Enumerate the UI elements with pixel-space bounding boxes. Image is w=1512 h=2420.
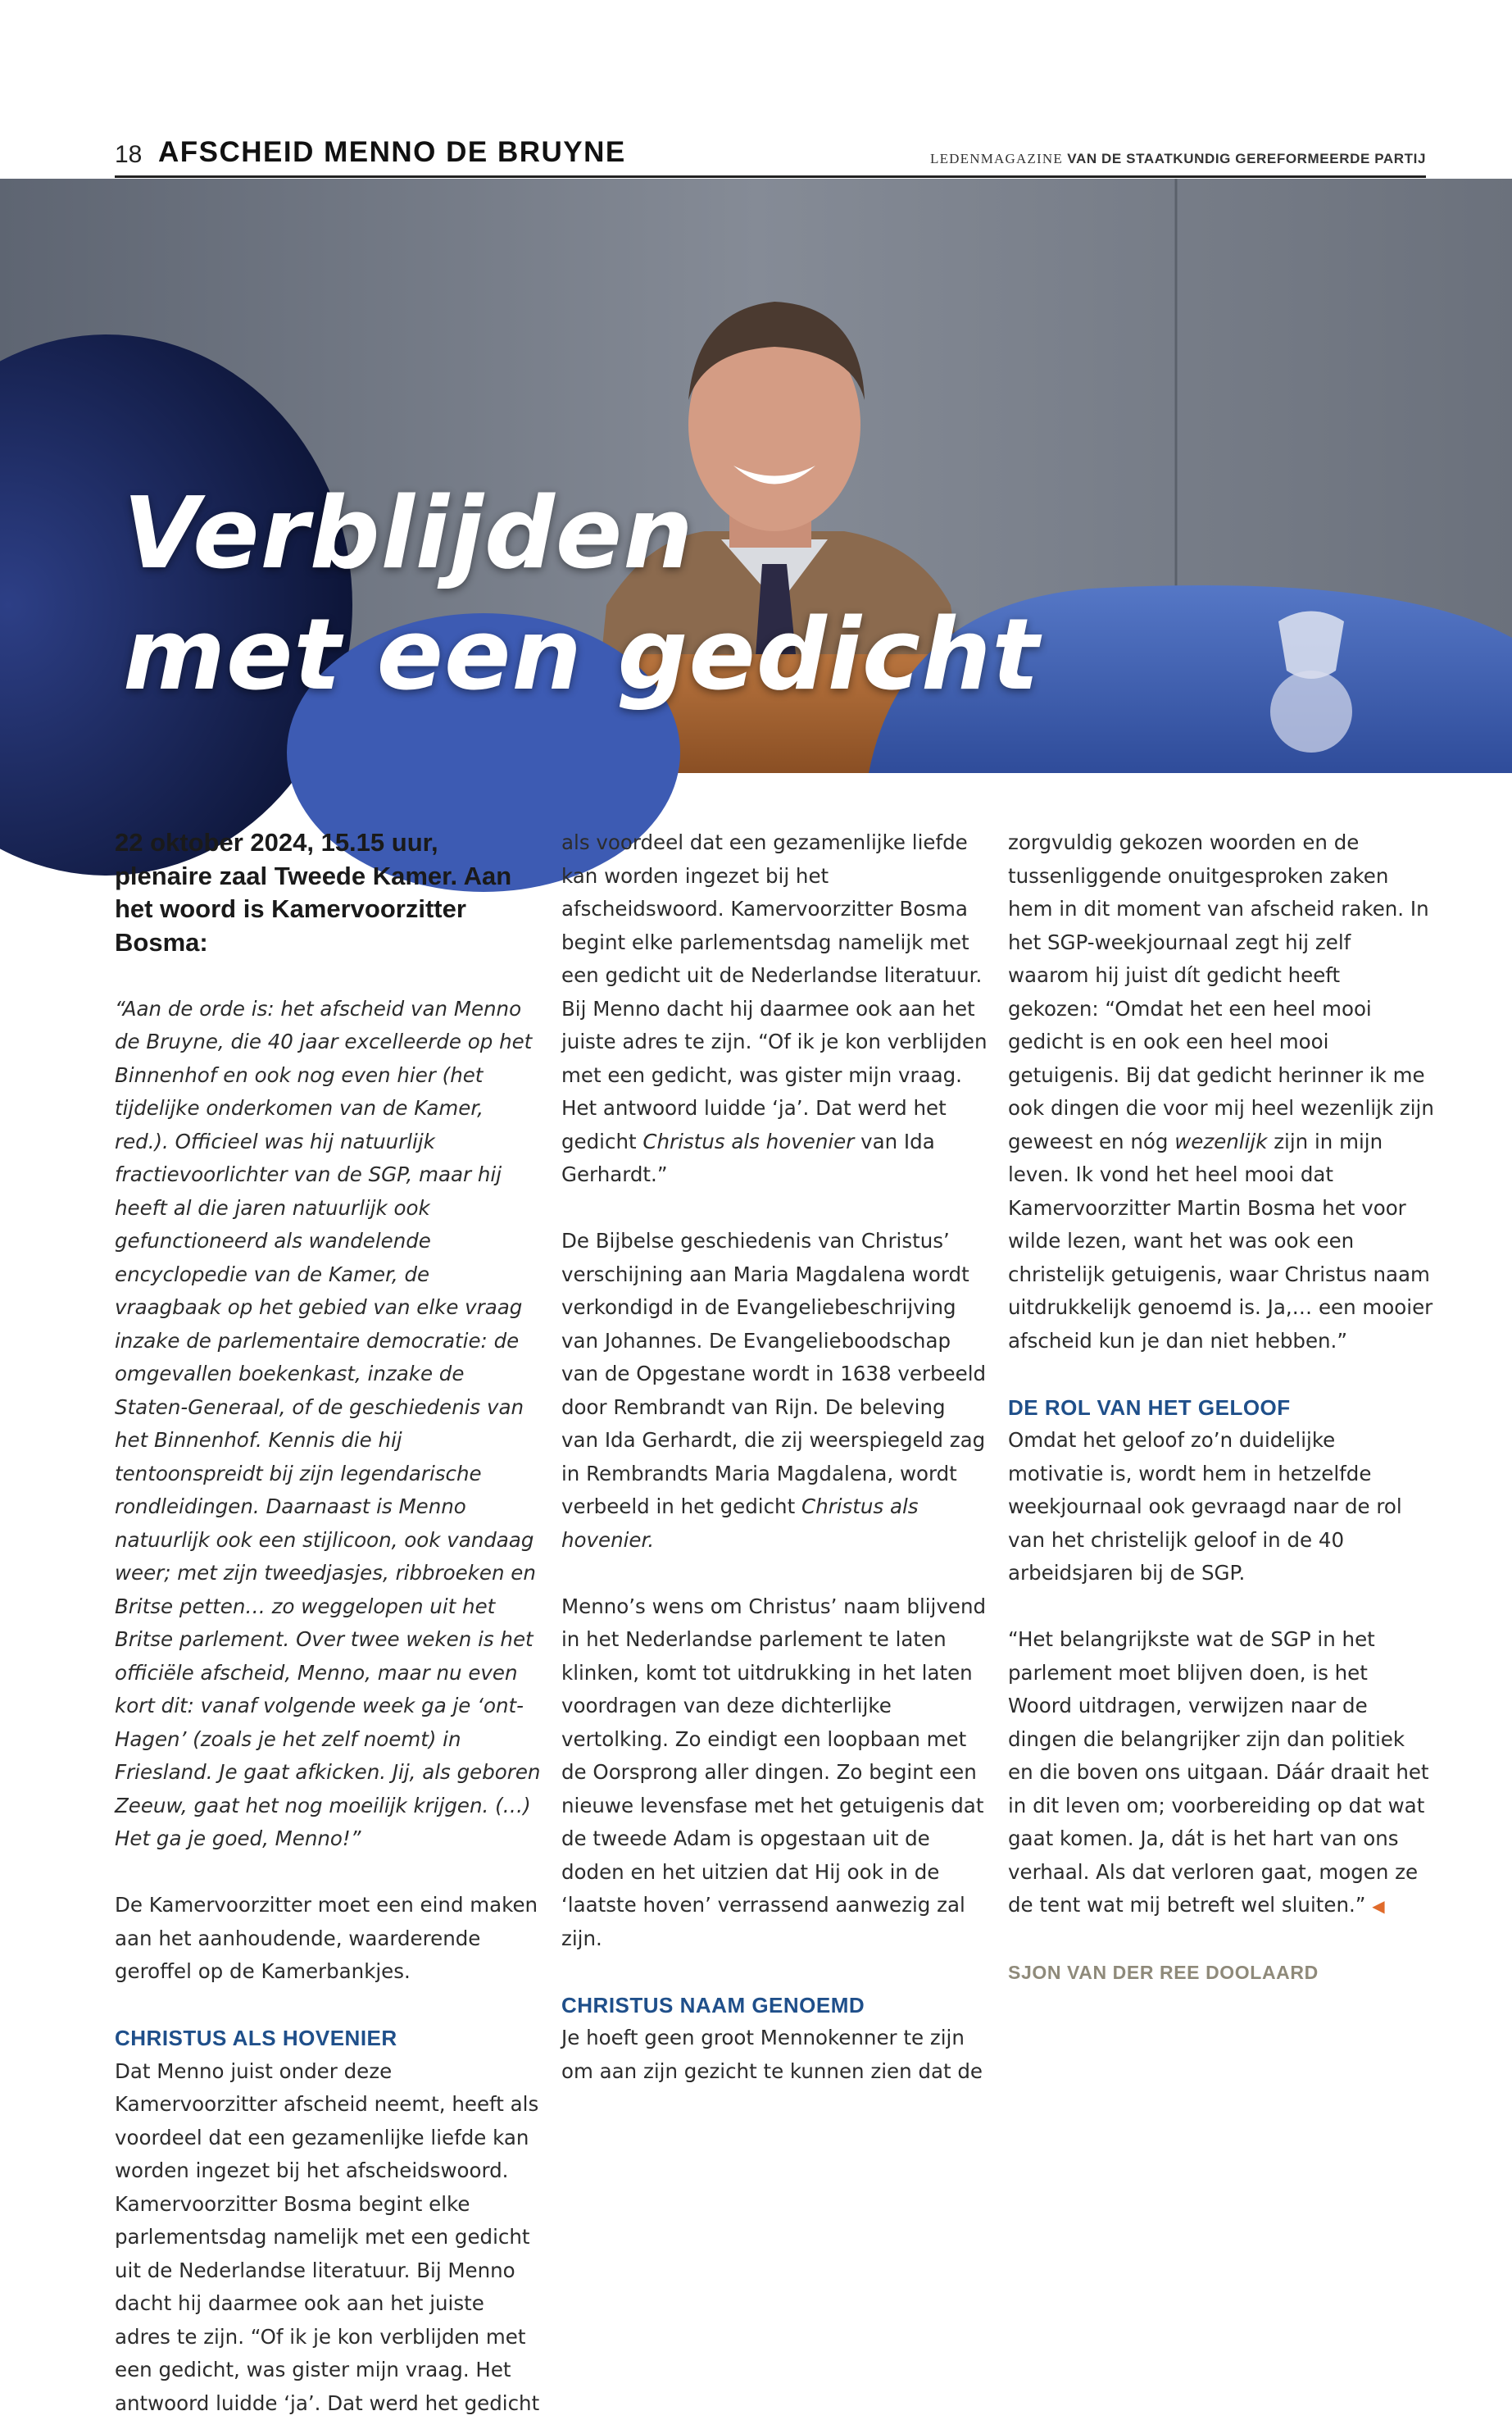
article-paragraph: Menno’s wens om Christus’ naam blijvend in het Nederlandse parlement te laten klinken, komt tot uitdrukking in het laten voordragen van deze dichterlijke vertolking. Zo eindigt een loopbaan met de Oorsprong aller dingen. Zo begint een nieuwe levensfase met het getuigenis dat de tweede Adam is opgestaan uit de doden en het uitzien dat Hij ook in de ‘laatste hoven’ verrassend aanwezig zal zijn.	[561, 1594, 987, 1950]
author-byline: SJON VAN DER REE DOOLAARD	[1008, 1962, 1319, 1983]
page-number: 18	[115, 141, 143, 168]
emphasis: wezenlijk	[1174, 1129, 1268, 1153]
article-paragraph: De Kamervoorzitter moet een eind maken aan het aanhoudende, waarderende geroffel op de Kamerbankjes.	[115, 1893, 538, 1983]
paragraph-text: De Bijbelse geschiedenis van Christus’ verschijning aan Maria Magdalena wordt verkondigd in de Evangeliebeschrijving van Johannes. De Evangelieboodschap van de Opgestane wordt in 1638 verbeeld door Rembrandt van Rijn. De beleving van Ida Gerhardt, die zij weerspiegeld zag in Rembrandts Maria Magdalena, wordt verbeeld in het gedicht	[561, 1229, 987, 1518]
end-of-article-icon: ◀	[1372, 1896, 1385, 1916]
article-paragraph: Dat Menno juist onder deze Kamervoorzitter afscheid neemt, heeft als voordeel dat een gezamenlijke liefde kan worden ingezet bij het afscheidswoord. Kamervoorzitter Bosma begint elke parlementsdag namelijk met een gedicht uit de Nederlandse literatuur. Bij Menno dacht hij daarmee ook aan het juiste adres te zijn. “Of ik je kon verblijden met een gedicht, was gister mijn vraag. Het antwoord luidde ‘ja’. Dat werd het gedicht	[115, 2058, 540, 2415]
article-paragraph: als voordeel dat een gezamenlijke liefde kan worden ingezet bij het afscheidswoord. Kamervoorzitter Bosma begint elke parlementsdag namelijk met een gedicht uit de Nederlandse literatuur. Bij Menno dacht hij daarmee ook aan het juiste adres te zijn. “Of ik je kon verblijden met een gedicht, was gister mijn vraag. Het antwoord luidde ‘ja’. Dat werd het gedicht Christus als hovenier van Ida Gerhardt.”	[561, 830, 988, 1186]
paragraph-text: van Ida Gerhardt.”	[561, 1129, 935, 1186]
poem-title: Christus als hovenier.	[561, 1494, 919, 1552]
article-lead: 22 oktober 2024, 15.15 uur, plenaire zaal Tweede Kamer. Aan het woord is Kamervoorzitter Bosma:	[115, 828, 512, 957]
subheading-christus-als-hovenier: CHRISTUS ALS HOVENIER	[115, 2026, 397, 2050]
article-title-line-1: Verblijden	[123, 477, 694, 591]
magazine-name-light: LEDENMAGAZINE	[929, 151, 1063, 166]
subheading-christus-naam-genoemd: CHRISTUS NAAM GENOEMD	[561, 1992, 865, 2017]
paragraph-text: zijn in mijn leven. Ik vond het heel mooi dat Kamervoorzitter Martin Bosma het voor wilde lezen, want het was ook een christelijk getuigenis, waar Christus naam uitdrukkelijk genoemd is. Ja,… een mooier afscheid kun je dan niet hebben.”	[1008, 1129, 1433, 1353]
magazine-name-bold: VAN DE STAATKUNDIG GEREFORMEERDE PARTIJ	[1067, 151, 1426, 166]
subheading-de-rol-van-het-geloof: DE ROL VAN HET GELOOF	[1008, 1394, 1291, 1420]
article-paragraph	[1008, 1623, 1434, 1923]
article-paragraph: Omdat het geloof zo’n duidelijke motivatie is, wordt hem in hetzelfde weekjournaal ook gevraagd naar de rol van het christelijk geloof in de 40 arbeidsjaren bij de SGP.	[1008, 1428, 1402, 1585]
article-paragraph: Je hoeft geen groot Mennokenner te zijn om aan zijn gezicht te kunnen zien dat de	[561, 2026, 983, 2083]
hero-photo	[0, 179, 1512, 773]
paragraph-text: “Het belangrijkste wat de SGP in het parlement moet blijven doen, is het Woord uitdragen, verwijzen naar de dingen die belangrijker zijn dan politiek en die boven ons uitgaan. Dáár draait het in dit leven om; voorbereiding op dat wat gaat komen. Ja, dát is het hart van ons verhaal. Als dat verloren gaat, mogen ze de tent wat mij betreft wel sluiten.”	[1008, 1627, 1429, 1917]
magazine-name	[930, 151, 1426, 167]
poem-title: Christus als hovenier	[642, 1129, 855, 1153]
article-column-3	[1008, 826, 1434, 1990]
header-divider	[115, 175, 1426, 178]
article-paragraph	[561, 1225, 988, 1557]
article-column-1	[115, 826, 541, 2415]
page-header	[115, 136, 1426, 177]
article-title-line-2: met een gedicht	[123, 598, 1040, 712]
article-column-2	[561, 826, 988, 2088]
article-paragraph: zorgvuldig gekozen woorden en de tussenliggende onuitgesproken zaken hem in dit moment van afscheid raken. In het SGP-weekjournaal zegt hij zelf waarom hij juist dít gedicht heeft gekozen: “Omdat het een heel mooi gedicht is en ook een heel mooi getuigenis. Bij dat gedicht herinner ik me ook dingen die voor mij heel wezenlijk zijn geweest en nóg wezenlijk zijn in mijn leven. Ik vond het heel mooi dat Kamervoorzitter Martin Bosma het voor wilde lezen, want het was ook een christelijk getuigenis, waar Christus naam uitdrukkelijk genoemd is. Ja,… een mooier afscheid kun je dan niet hebben.”	[1008, 830, 1434, 1353]
section-title: AFSCHEID MENNO DE BRUYNE	[158, 136, 626, 168]
article-title	[123, 474, 1040, 716]
article-quote: “Aan de orde is: het afscheid van Menno de Bruyne, die 40 jaar excelleerde op het Binnenhof en ook nog even hier (het tijdelijke onderkomen van de Kamer, red.). Officieel was hij natuurlijk fractievoorlichter van de SGP, maar hij heeft al die jaren natuurlijk ook gefunctioneerd als wandelende encyclopedie van de Kamer, de vraagbaak op het gebied van elke vraag inzake de parlementaire democratie: de omgevallen boekenkast, inzake de Staten-Generaal, of de geschiedenis van het Binnenhof. Kennis die hij tentoonspreidt bij zijn legendarische rondleidingen. Daarnaast is Menno natuurlijk ook een stijlicoon, ook vandaag weer; met zijn tweedjasjes, ribbroeken en Britse petten… zo weggelopen uit het Britse parlement. Over twee weken is het officiële afscheid, Menno, maar nu even kort dit: vanaf volgende week ga je ‘ont-Hagen’ (zoals je het zelf noemt) in Friesland. Je gaat afkicken. Jij, als geboren Zeeuw, gaat het nog moeilijk krijgen. (…) Het ga je goed, Menno!”	[115, 996, 541, 1850]
